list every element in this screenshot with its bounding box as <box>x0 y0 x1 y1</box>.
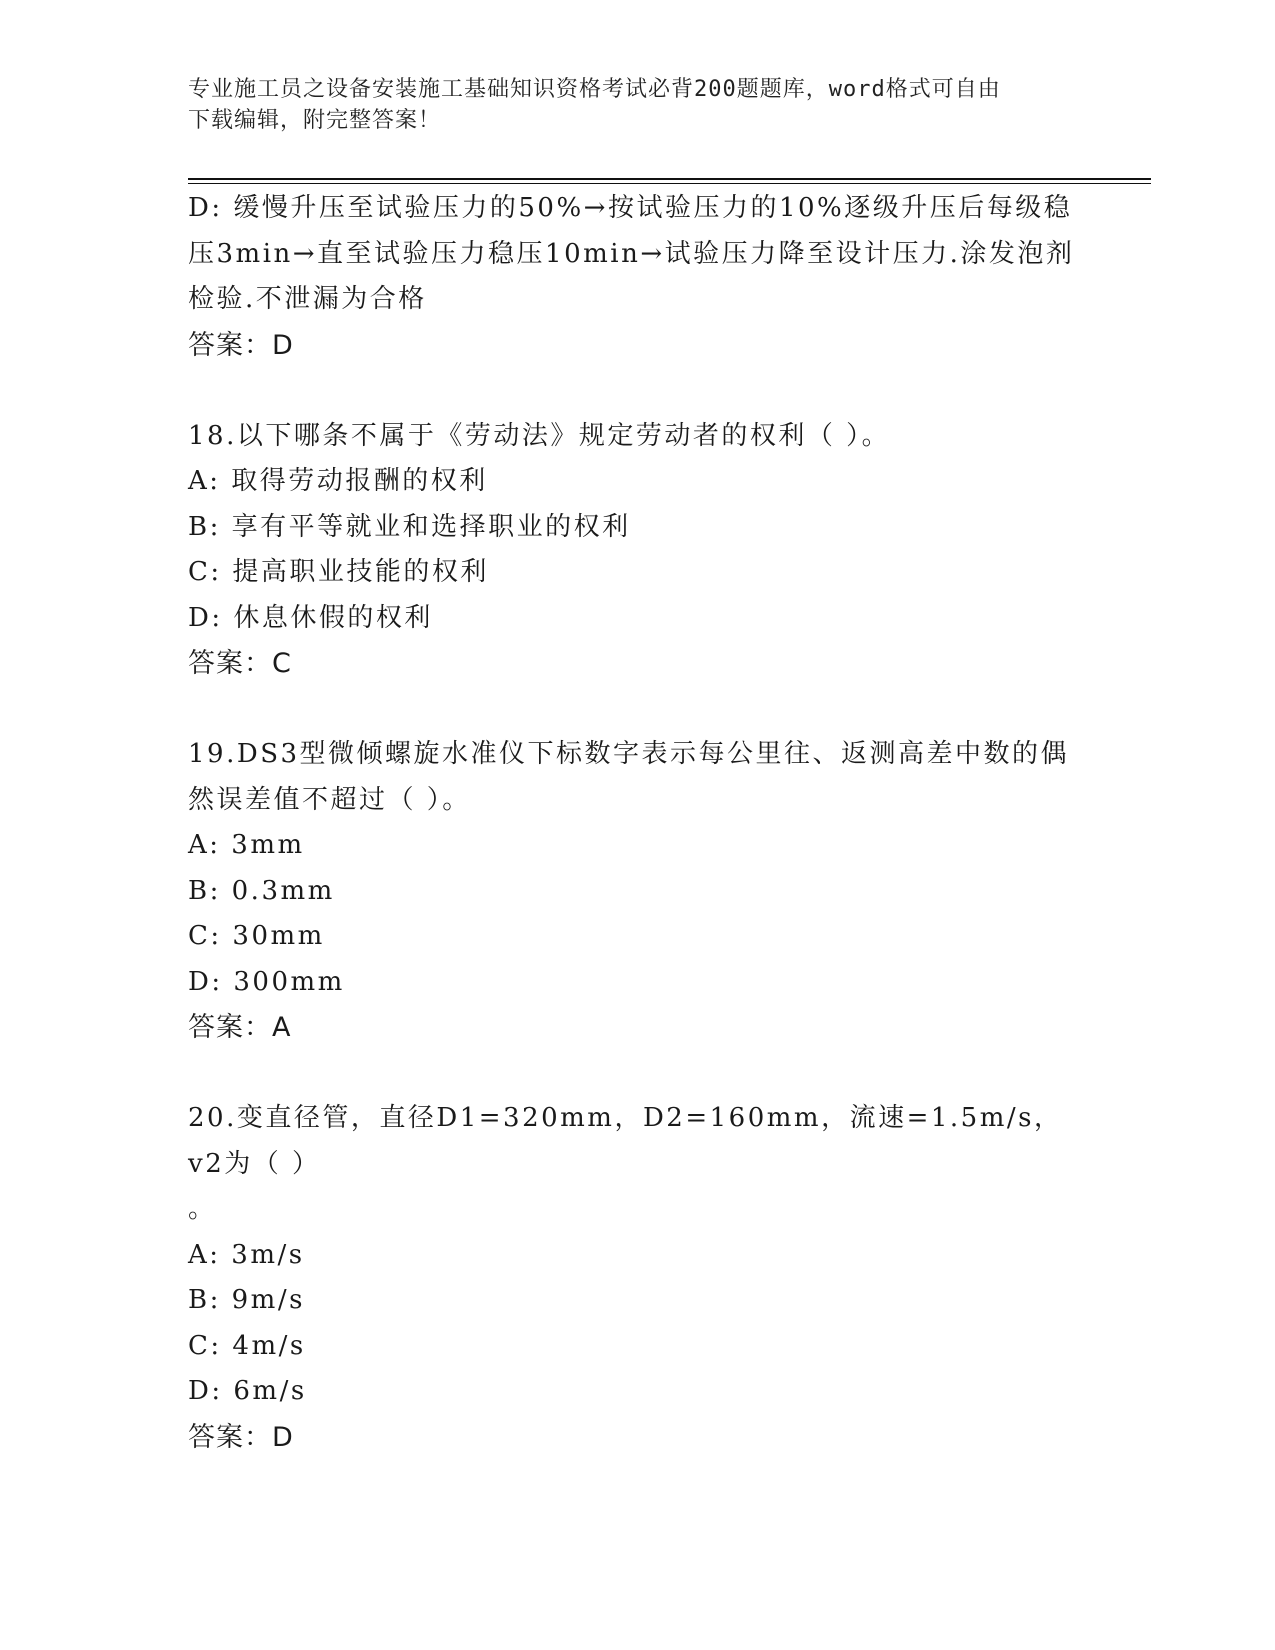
question-stem-line-1: 20.变直径管，直径D1=320mm，D2=160mm，流速=1.5m/s，v2为（ ） <box>188 1103 1063 1179</box>
option-c: C: 提高职业技能的权利 <box>188 557 489 587</box>
question-stem-line-2: 然误差值不超过（ ）。 <box>188 784 471 815</box>
question-stem-line-2: 。 <box>188 1194 217 1224</box>
option-d-line-1: D: 缓慢升压至试验压力的50%→按试验压力的10%逐级升压后每级稳 <box>188 193 1073 223</box>
option-a: A: 3mm <box>188 830 305 860</box>
spacer <box>188 687 1088 733</box>
question-18 <box>188 414 1088 687</box>
spacer <box>188 368 1088 414</box>
option-c: C: 30mm <box>188 921 325 951</box>
question-19 <box>188 732 1088 1051</box>
answer: 答案：D <box>188 1421 294 1453</box>
question-17-tail <box>188 186 1088 368</box>
option-d-line-3: 检验.不泄漏为合格 <box>188 284 427 314</box>
page-header <box>188 74 1068 136</box>
option-c: C: 4m/s <box>188 1330 306 1361</box>
option-d: D: 休息休假的权利 <box>188 602 433 633</box>
question-content <box>188 186 1088 1460</box>
option-b: B: 9m/s <box>188 1285 305 1315</box>
header-line-2: 下载编辑，附完整答案！ <box>188 108 442 133</box>
option-a: A: 3m/s <box>188 1239 305 1270</box>
option-b: B: 享有平等就业和选择职业的权利 <box>188 511 631 542</box>
question-stem: 18.以下哪条不属于《劳动法》规定劳动者的权利（ ）。 <box>188 420 891 451</box>
option-d: D: 300mm <box>188 966 345 997</box>
question-stem-line-1: 19.DS3型微倾螺旋水准仪下标数字表示每公里往、返测高差中数的偶 <box>188 739 1070 769</box>
header-divider-thin <box>188 183 1151 184</box>
option-d: D: 6m/s <box>188 1376 307 1406</box>
question-20 <box>188 1096 1088 1460</box>
header-line-1: 专业施工员之设备安装施工基础知识资格考试必背200题题库，word格式可自由 <box>188 77 1001 102</box>
spacer <box>188 1051 1088 1097</box>
option-b: B: 0.3mm <box>188 875 335 906</box>
answer: 答案：D <box>188 329 294 361</box>
option-d-line-2: 压3min→直至试验压力稳压10min→试验压力降至设计压力.涂发泡剂 <box>188 238 1075 269</box>
header-divider-thick <box>188 178 1151 180</box>
answer: 答案：C <box>188 648 292 679</box>
option-a: A: 取得劳动报酬的权利 <box>188 466 488 496</box>
answer: 答案：A <box>188 1012 292 1043</box>
